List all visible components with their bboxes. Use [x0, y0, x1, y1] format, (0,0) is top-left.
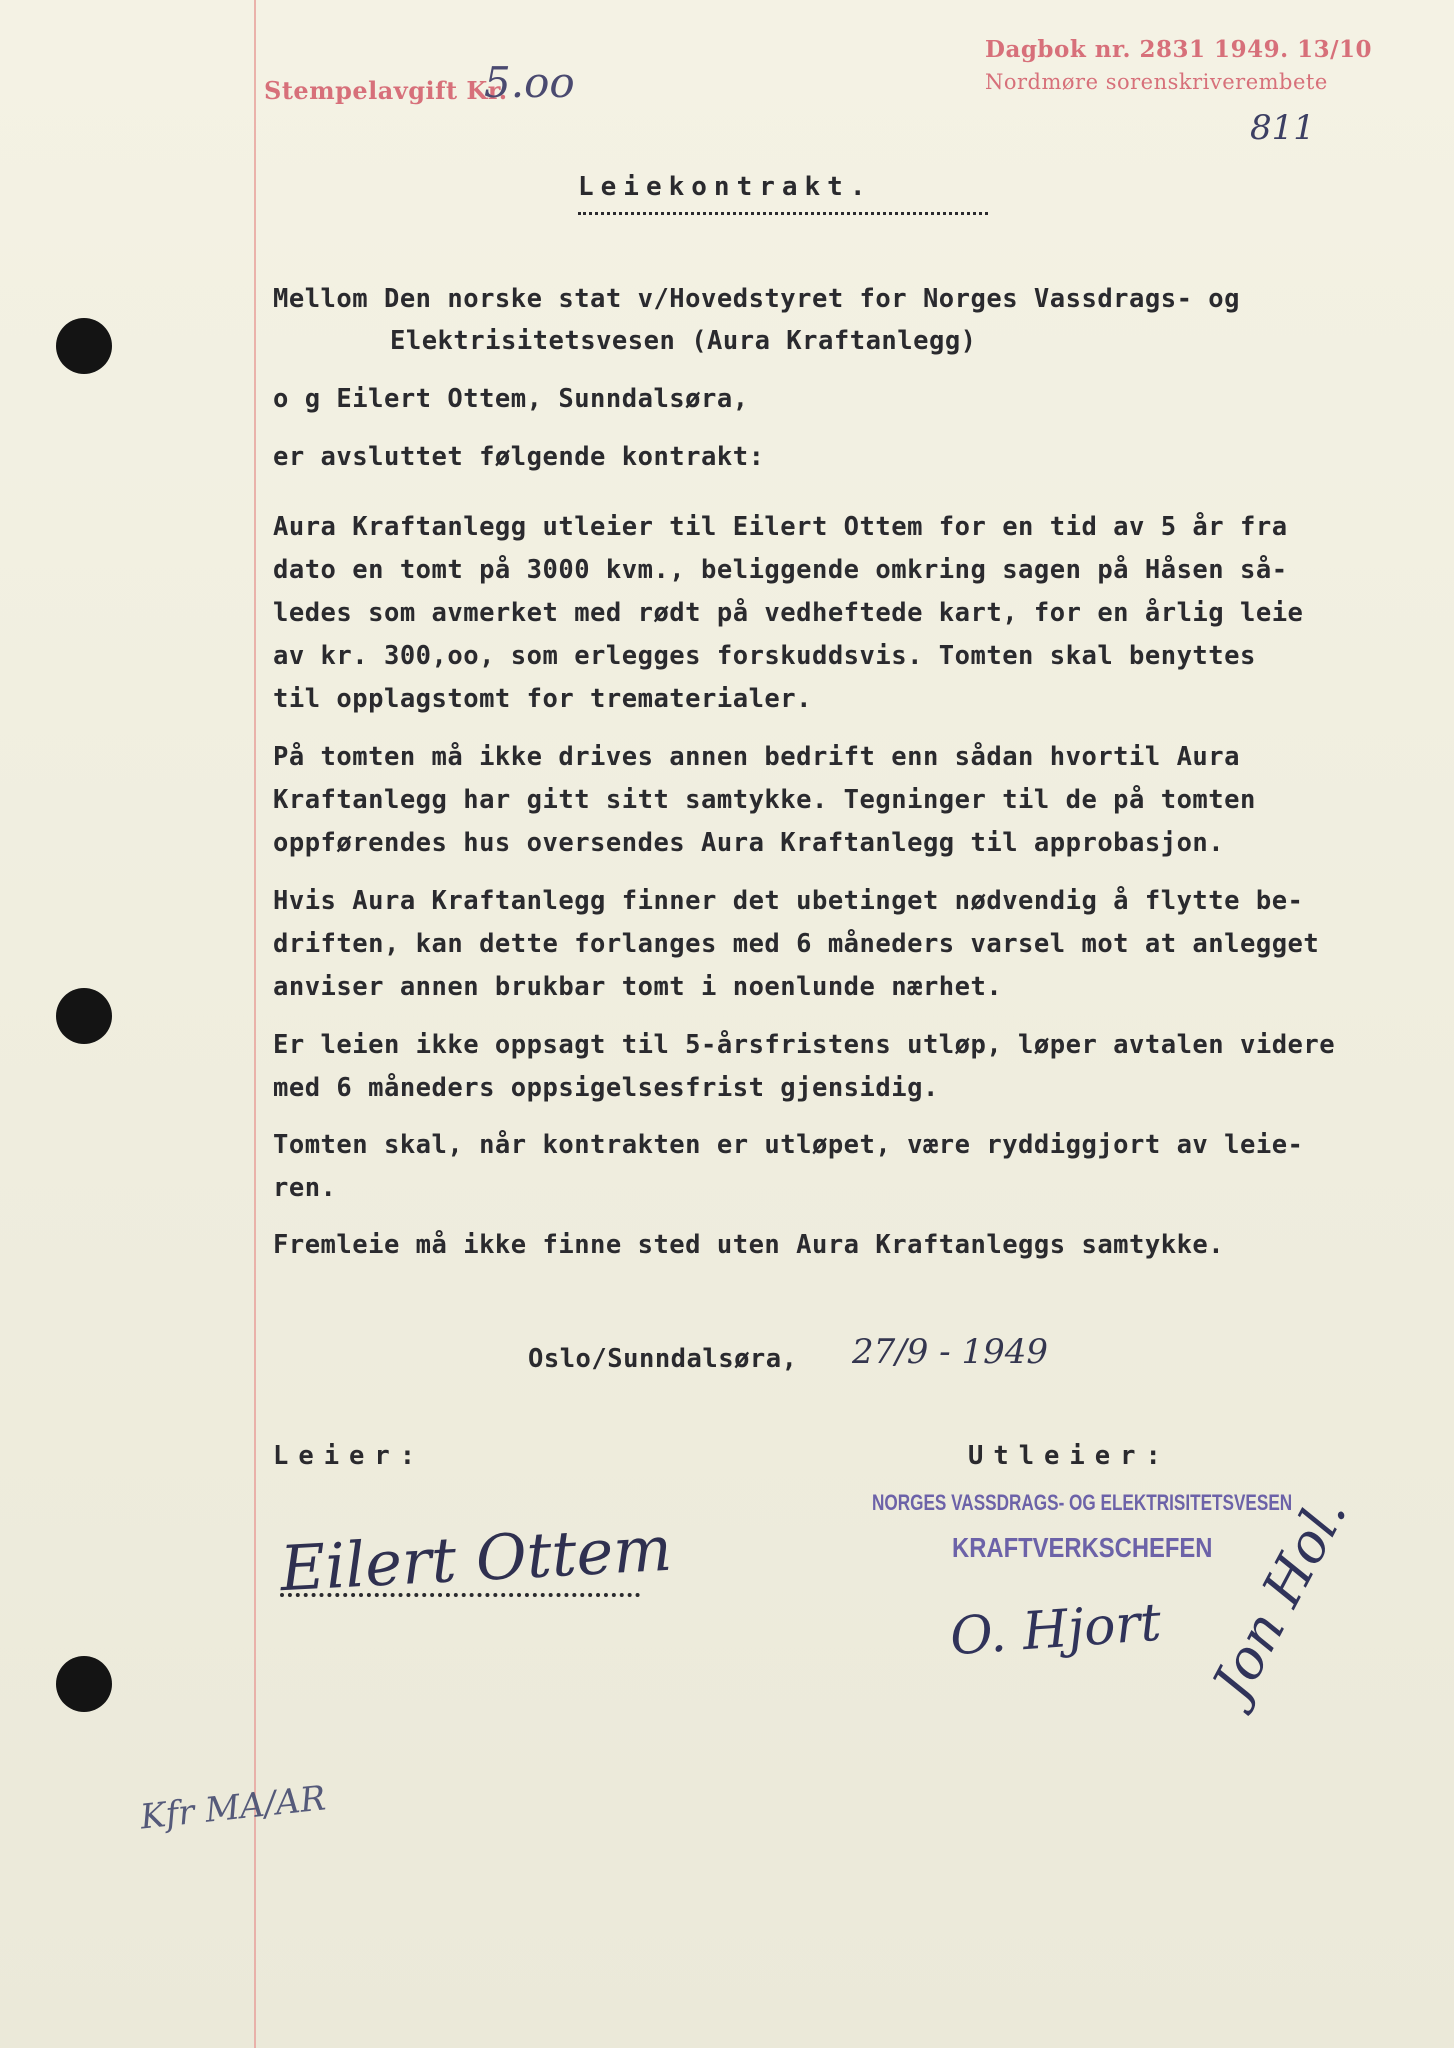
- org-stamp-line-2: KRAFTVERKSCHEFEN: [952, 1532, 1213, 1563]
- body-line: av kr. 300,oo, som erlegges forskuddsvis. Tomten skal benyttes: [273, 641, 1256, 671]
- body-line: ren.: [273, 1173, 337, 1203]
- body-line: På tomten må ikke drives annen bedrift enn sådan hvortil Aura: [273, 742, 1240, 772]
- body-line: oppførendes hus oversendes Aura Kraftanlegg til approbasjon.: [273, 828, 1225, 858]
- margin-note: Kfr MA/AR: [138, 1778, 328, 1838]
- body-line: Elektrisitetsvesen (Aura Kraftanlegg): [390, 326, 977, 356]
- folio-number: 811: [1250, 108, 1315, 148]
- org-stamp-line-1: NORGES VASSDRAGS- OG ELEKTRISITETSVESEN: [872, 1490, 1293, 1515]
- body-line: Aura Kraftanlegg utleier til Eilert Ottem for en tid av 5 år fra: [273, 512, 1288, 542]
- body-line: dato en tomt på 3000 kvm., beliggende omkring sagen på Håsen så-: [273, 555, 1288, 585]
- stamp-fee-label: Stempelavgift Kr.: [264, 76, 508, 105]
- signature-dotted-line: [280, 1593, 640, 1597]
- date: 27/9 - 1949: [852, 1332, 1048, 1372]
- body-line: Er leien ikke oppsagt til 5-årsfristens utløp, løper avtalen videre: [273, 1030, 1336, 1060]
- title-underline: [578, 212, 988, 215]
- punch-hole: [56, 318, 112, 374]
- margin-rule: [254, 0, 256, 2048]
- body-line: driften, kan dette forlanges med 6 måneders varsel mot at anlegget: [273, 929, 1320, 959]
- tenant-signature: Eilert Ottem: [278, 1511, 674, 1606]
- body-line: ledes som avmerket med rødt på vedheftede kart, for en årlig leie: [273, 598, 1304, 628]
- body-line: anviser annen brukbar tomt i noenlunde nærhet.: [273, 972, 1003, 1002]
- stamp-fee-amount: 5.oo: [484, 58, 575, 107]
- punch-hole: [56, 988, 112, 1044]
- landlord-signature-1: O. Hjort: [948, 1592, 1164, 1668]
- body-line: Kraftanlegg har gitt sitt samtykke. Tegninger til de på tomten: [273, 785, 1256, 815]
- body-line: Mellom Den norske stat v/Hovedstyret for Norges Vassdrags- og: [273, 284, 1240, 314]
- landlord-signature-2: Jon Hol.: [1200, 1485, 1359, 1710]
- body-line: til opplagstomt for trematerialer.: [273, 684, 812, 714]
- body-line: o g Eilert Ottem, Sunndalsøra,: [273, 384, 749, 414]
- body-line: Fremleie må ikke finne sted uten Aura Kraftanleggs samtykke.: [273, 1230, 1225, 1260]
- body-line: Tomten skal, når kontrakten er utløpet, være ryddiggjort av leie-: [273, 1130, 1304, 1160]
- place: Oslo/Sunndalsøra,: [528, 1344, 798, 1374]
- landlord-label: Utleier:: [968, 1441, 1171, 1471]
- document-title: Leiekontrakt.: [578, 172, 873, 202]
- court-office: Nordmøre sorenskriverembete: [985, 70, 1328, 94]
- dagbok-number: Dagbok nr. 2831 1949. 13/10: [985, 36, 1373, 63]
- body-line: Hvis Aura Kraftanlegg finner det ubetinget nødvendig å flytte be-: [273, 886, 1304, 916]
- body-line: med 6 måneders oppsigelsesfrist gjensidig.: [273, 1073, 939, 1103]
- punch-hole: [56, 1656, 112, 1712]
- tenant-label: Leier:: [273, 1441, 426, 1471]
- body-line: er avsluttet følgende kontrakt:: [273, 442, 765, 472]
